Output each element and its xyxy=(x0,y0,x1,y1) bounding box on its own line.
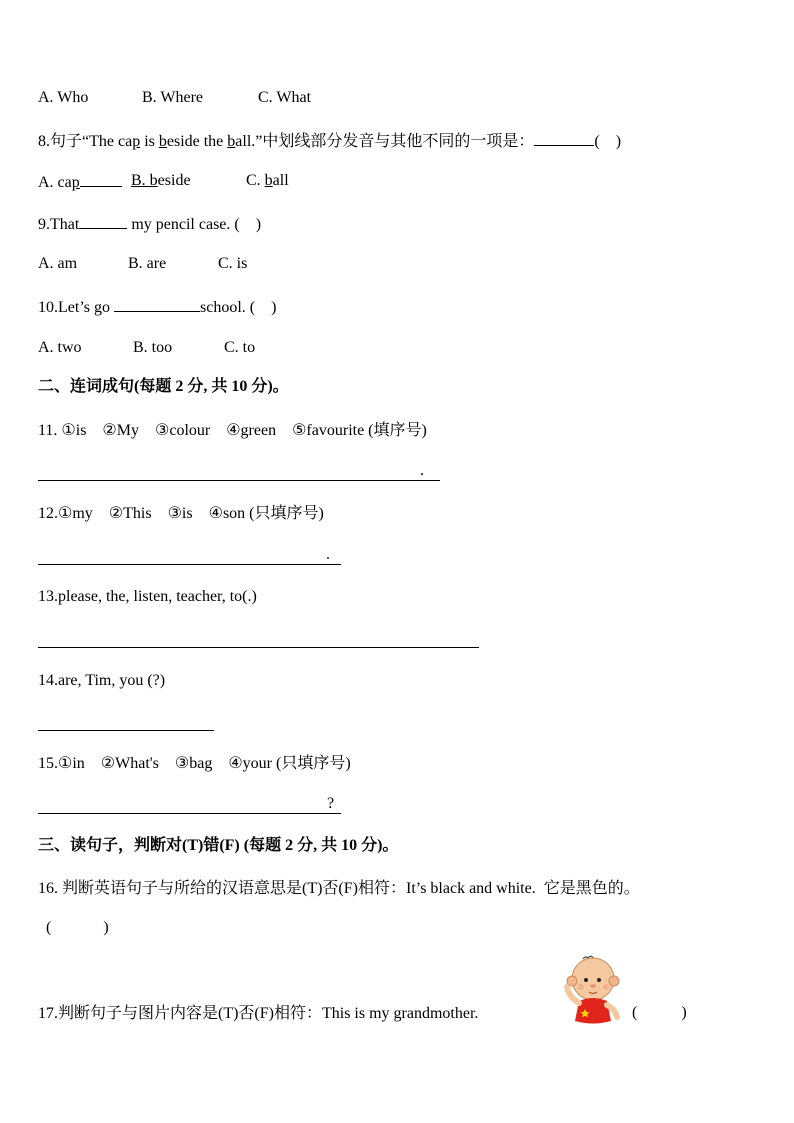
q11-question: 11. ①is ②My ③colour ④green ⑤favourite (填序号) xyxy=(38,422,427,439)
q9-option-a: A. am xyxy=(38,255,78,272)
q8-option-c-label: C. xyxy=(246,172,265,189)
q13-answer-line[interactable] xyxy=(38,646,479,648)
q8-option-gap-line xyxy=(80,171,122,187)
q8-suffix: ”中划线部分发音与其他不同的一项是： xyxy=(255,133,535,150)
q16-answer-paren[interactable]: ( ) xyxy=(46,919,109,936)
q11-end-mark: . xyxy=(420,462,424,479)
q10-option-b: B. too xyxy=(133,339,173,356)
q15-end-mark: ? xyxy=(327,795,335,812)
q8-option-a-underlined: p xyxy=(71,174,80,191)
q17-answer-paren[interactable]: ( ) xyxy=(632,1004,687,1021)
q8-option-b xyxy=(131,171,191,191)
q10-answer-blank[interactable] xyxy=(114,296,200,312)
q8-sentence-part: eside the xyxy=(166,133,228,150)
q9-answer-blank[interactable] xyxy=(79,213,127,229)
q9-option-b: B. are xyxy=(128,255,167,272)
q8-option-b-underlined: b xyxy=(149,172,158,189)
q8-option-c-text: all xyxy=(272,172,289,189)
q15-question: 15.①in ②What's ③bag ④your (只填序号) xyxy=(38,755,351,772)
q8-sentence-part: The ca xyxy=(89,133,133,150)
section-2-heading: 二、连词成句(每题 2 分, 共 10 分)。 xyxy=(38,378,289,395)
q8-underlined-letter: b xyxy=(227,133,236,150)
q8-option-c xyxy=(246,171,289,191)
q14-question: 14.are, Tim, you (?) xyxy=(38,672,166,689)
q8-option-b-label: B. xyxy=(131,172,150,189)
q12-answer-line[interactable] xyxy=(38,563,341,565)
q8-answer-paren[interactable]: ( ) xyxy=(594,133,622,150)
q9-pre: 9.That xyxy=(38,216,80,233)
q7-option-b: B. Where xyxy=(142,89,204,106)
q16-question: 16. 判断英语句子与所给的汉语意思是(T)否(F)相符：It’s black and white. 它是黑色的。 xyxy=(38,880,640,897)
q9-post: my pencil case. ( ) xyxy=(127,216,262,233)
q8-answer-blank[interactable] xyxy=(534,130,594,146)
q8-underlined-letter: b xyxy=(158,133,167,150)
q8-option-c-underlined: b xyxy=(264,172,273,189)
q10-question xyxy=(38,296,276,318)
q12-question: 12.①my ②This ③is ④son (只填序号) xyxy=(38,505,324,522)
q8-prefix: 8.句子“ xyxy=(38,133,90,150)
q8-option-b-text: eside xyxy=(157,172,191,189)
section-3-heading: 三、读句子，判断对(T)错(F) (每题 2 分, 共 10 分)。 xyxy=(38,837,399,854)
q15-answer-line[interactable] xyxy=(38,812,341,814)
q8-option-a xyxy=(38,171,122,193)
q7-option-a: A. Who xyxy=(38,89,89,106)
q10-option-a: A. two xyxy=(38,339,82,356)
q7-option-c: C. What xyxy=(258,89,312,106)
q8-sentence-part: is xyxy=(140,133,159,150)
q13-question: 13.please, the, listen, teacher, to(.) xyxy=(38,588,257,605)
grandmother-cartoon-icon xyxy=(555,955,625,1025)
q10-post: school. ( ) xyxy=(200,299,277,316)
q8-option-a-text: A. ca xyxy=(38,174,72,191)
q10-option-c: C. to xyxy=(224,339,256,356)
q9-question xyxy=(38,213,261,235)
q8-sentence-part: all. xyxy=(235,133,256,150)
q10-pre: 10.Let’s go xyxy=(38,299,114,316)
q9-option-c: C. is xyxy=(218,255,248,272)
q11-answer-line[interactable] xyxy=(38,479,440,481)
q8-question xyxy=(38,130,621,152)
q12-end-mark: . xyxy=(326,546,330,563)
q14-answer-line[interactable] xyxy=(38,729,214,731)
q8-underlined-letter: p xyxy=(132,133,141,150)
q17-question: 17.判断句子与图片内容是(T)否(F)相符：This is my grandmother. xyxy=(38,1005,479,1022)
